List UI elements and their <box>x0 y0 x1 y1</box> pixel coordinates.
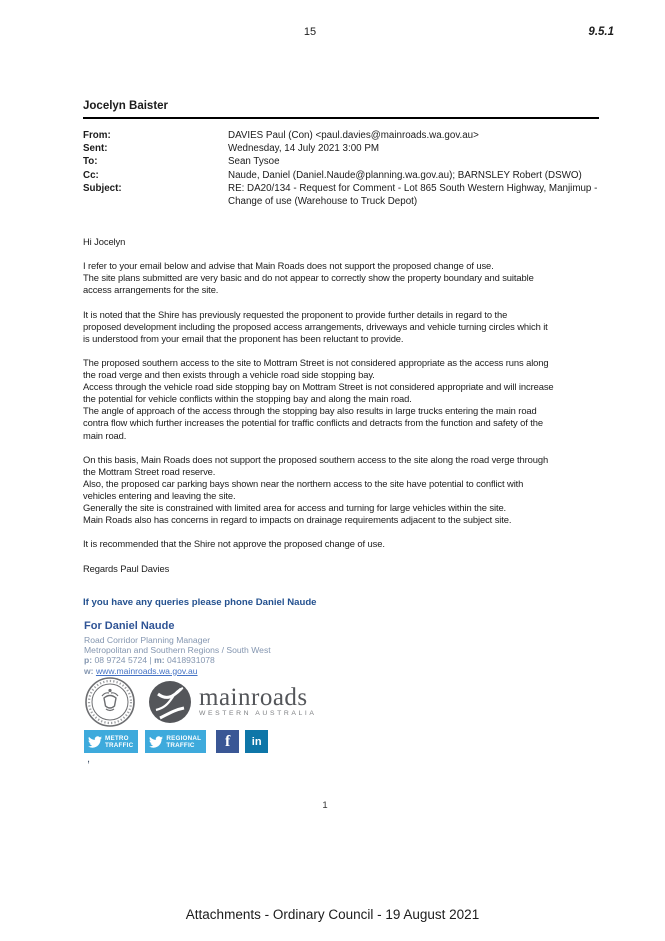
email-header-row <box>83 142 599 155</box>
email-header-value: RE: DA20/134 - Request for Comment - Lot 865 South Western Highway, Manjimup - Change of use (Warehouse to Truck Depot) <box>228 182 598 208</box>
signature-web-line <box>84 666 271 676</box>
page-number-top: 15 <box>303 26 317 38</box>
body-paragraph <box>83 236 658 248</box>
signature-region: Metropolitan and Southern Regions / South West <box>84 645 271 656</box>
linkedin-button[interactable] <box>245 730 268 753</box>
body-line: is understood from your email that the proponent has been reluctant to provide. <box>83 332 404 344</box>
body-line: Access through the vehicle road side stopping bay on Mottram Street is not considered appropriate and will increase <box>83 381 554 393</box>
footer-text: Attachments - Ordinary Council - 19 August 2021 <box>185 907 480 922</box>
recipient-heading: Jocelyn Baister <box>83 100 599 119</box>
regional-traffic-twitter-button[interactable] <box>145 730 206 753</box>
email-header-value: Sean Tysoe <box>228 156 280 168</box>
body-paragraph <box>83 357 658 442</box>
body-line: the road verge and then exists through a vehicle road side stopping bay. <box>83 369 375 381</box>
body-line: It is noted that the Shire has previously requested the proponent to provide further details in regard to the <box>83 308 508 320</box>
body-line: The site plans submitted are very basic and do not appear to correctly show the property boundary and suitable <box>83 272 534 284</box>
body-paragraph <box>83 538 658 550</box>
body-line: main road. <box>83 429 127 441</box>
metro-traffic-twitter-button[interactable] <box>84 730 138 753</box>
body-paragraph <box>83 454 658 527</box>
body-line: the potential for vehicle conflicts within the stopping bay and along the main road. <box>83 393 412 405</box>
body-line: Main Roads also has concerns in regard to impacts on drainage requirements adjacent to the subject site. <box>83 514 512 526</box>
metro-label-line2: TRAFFIC <box>105 741 134 749</box>
email-header-label: Cc: <box>83 169 99 181</box>
section-number: 9.5.1 <box>588 26 614 38</box>
email-header-row <box>83 155 599 168</box>
regional-label-line1: REGIONAL <box>166 734 202 742</box>
body-line: vehicles entering and leaving the site. <box>83 489 236 501</box>
body-line: The proposed southern access to the site to Mottram Street is not considered appropriate as the access runs along <box>83 356 549 368</box>
email-header-value: Wednesday, 14 July 2021 3:00 PM <box>228 143 380 155</box>
body-line: It is recommended that the Shire not approve the proposed change of use. <box>83 538 385 550</box>
mainroads-subtitle: WESTERN AUSTRALIA <box>199 710 317 717</box>
mainroads-roads-icon <box>148 680 192 724</box>
mobile-label: m: <box>154 655 165 666</box>
query-note: If you have any queries please phone Daniel Naude <box>83 597 317 608</box>
stray-comma-mark: , <box>87 753 91 765</box>
body-line: Generally the site is constrained with limited area for access and turning for large vehicles within the site. <box>83 502 507 514</box>
body-line: contra flow which further increases the potential for traffic conflicts and detracts from the function and safety of the <box>83 417 543 429</box>
separator: | <box>149 655 152 666</box>
email-header-value: DAVIES Paul (Con) <paul.davies@mainroads.wa.gov.au> <box>228 130 479 141</box>
body-line: proposed development including the proposed access arrangements, driveways and vehicle turning circles which it <box>83 320 548 332</box>
regional-label-line2: TRAFFIC <box>166 741 195 749</box>
body-line: I refer to your email below and advise that Main Roads does not support the proposed change of use. <box>83 260 494 272</box>
body-line: Also, the proposed car parking bays shown near the northern access to the site have potential to conflict with <box>83 477 524 489</box>
signature-block <box>84 620 271 676</box>
email-header-row <box>83 182 599 208</box>
signature-title: Road Corridor Planning Manager <box>84 635 211 645</box>
mainroads-wordmark: mainroads <box>199 684 308 711</box>
phone-number: 08 9724 5724 <box>94 655 148 666</box>
facebook-icon: f <box>225 732 231 750</box>
body-line: Hi Jocelyn <box>83 236 126 247</box>
email-header-label: Sent: <box>83 143 108 155</box>
email-header-value: Naude, Daniel (Daniel.Naude@planning.wa.gov.au); BARNSLEY Robert (DSWO) <box>228 169 582 181</box>
web-label: w: <box>84 665 94 676</box>
body-paragraph <box>83 563 658 575</box>
email-header-label: From: <box>83 130 111 141</box>
facebook-button[interactable] <box>216 730 239 753</box>
wa-government-crest-icon <box>84 676 136 728</box>
body-line: the Mottram Street road reserve. <box>83 465 216 477</box>
twitter-bird-icon <box>88 735 102 749</box>
body-line: The angle of approach of the access through the stopping bay also results in large trucks entering the main road <box>83 405 537 417</box>
body-line: access arrangements for the site. <box>83 284 219 296</box>
twitter-bird-icon <box>149 735 163 749</box>
mobile-number: 0418931078 <box>167 655 215 666</box>
email-header-row <box>83 129 599 142</box>
email-header-row <box>83 169 599 182</box>
metro-label-line1: METRO <box>105 734 129 742</box>
website-link[interactable]: www.mainroads.wa.gov.au <box>95 665 198 676</box>
signature-name: For Daniel Naude <box>84 620 175 632</box>
linkedin-icon: in <box>251 735 262 748</box>
social-buttons-row <box>84 730 268 753</box>
logo-row <box>84 676 316 728</box>
email-header-rows <box>83 129 599 208</box>
email-header-label: Subject: <box>83 182 122 194</box>
page-number-bottom: 1 <box>322 800 328 811</box>
mainroads-logo <box>148 680 316 724</box>
phone-label: p: <box>84 655 93 666</box>
body-paragraph <box>83 309 658 345</box>
email-header-label: To: <box>83 156 98 168</box>
signature-phone-line <box>84 655 271 665</box>
email-body <box>83 236 658 587</box>
body-line: Regards Paul Davies <box>83 562 170 574</box>
body-line: On this basis, Main Roads does not support the proposed southern access to the site along the road verge through <box>83 453 549 465</box>
body-paragraph <box>83 260 658 296</box>
